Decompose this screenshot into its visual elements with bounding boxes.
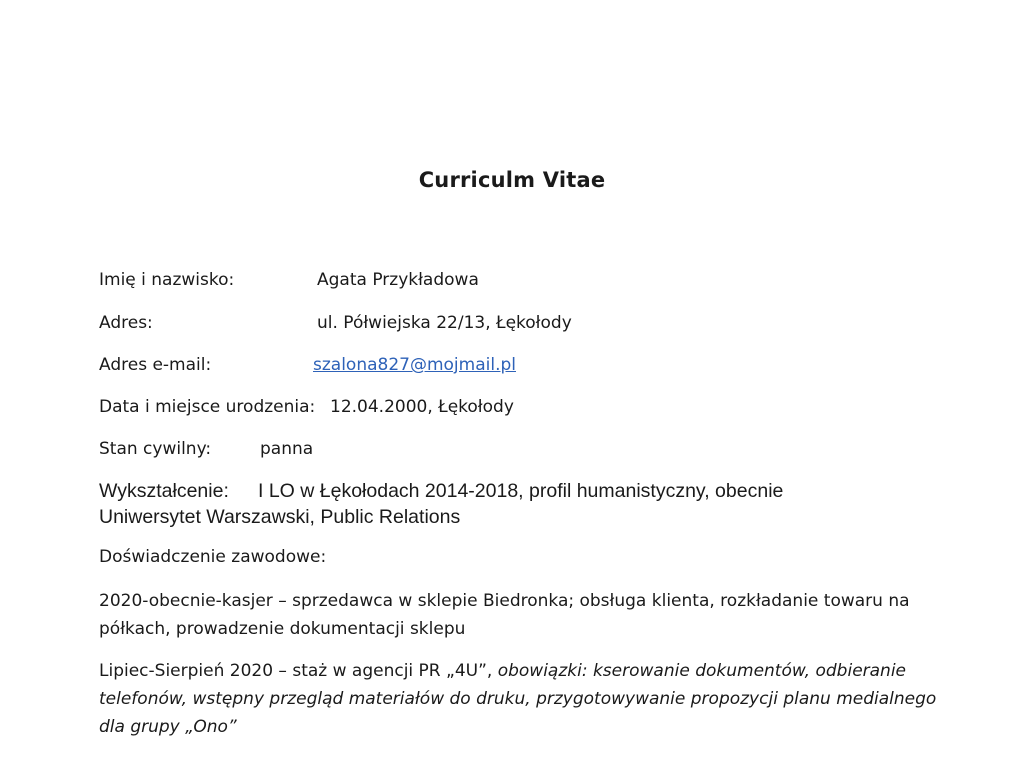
name-value: Agata Przykładowa	[317, 270, 479, 290]
address-value: ul. Półwiejska 22/13, Łękołody	[317, 313, 572, 333]
experience-item-1: 2020-obecnie-kasjer – sprzedawca w sklepie Biedronka; obsługa klienta, rozkładanie towaru na półkach, prowadzenie dokumentacji sklepu	[99, 591, 910, 639]
marital-value: panna	[260, 439, 314, 459]
education-line-2: Uniwersytet Warszawski, Public Relations	[99, 506, 461, 528]
experience-heading: Doświadczenie zawodowe:	[99, 547, 327, 567]
experience-item-2	[99, 657, 939, 741]
document-title: Curriculm Vitae	[418, 168, 606, 192]
education-label: Wykształcenie:	[99, 480, 229, 502]
experience-item-2-duties: obowiązki: kserowanie dokumentów, odbieranie telefonów, wstępny przegląd materiałów do druku, przygotowywanie propozycji planu medialnego dla grupy „Ono”	[99, 661, 937, 737]
birth-label: Data i miejsce urodzenia:	[99, 397, 316, 417]
experience-item-2-intro: Lipiec-Sierpień 2020 – staż w agencji PR „4U”,	[99, 661, 498, 681]
marital-label: Stan cywilny:	[99, 439, 212, 459]
name-label: Imię i nazwisko:	[99, 270, 235, 290]
address-label: Adres:	[99, 313, 153, 333]
email-link[interactable]: szalona827@mojmail.pl	[313, 355, 516, 375]
email-label: Adres e-mail:	[99, 355, 212, 375]
birth-value: 12.04.2000, Łękołody	[330, 397, 514, 417]
education-line-1: I LO w Łękołodach 2014-2018, profil humanistyczny, obecnie	[258, 480, 784, 502]
